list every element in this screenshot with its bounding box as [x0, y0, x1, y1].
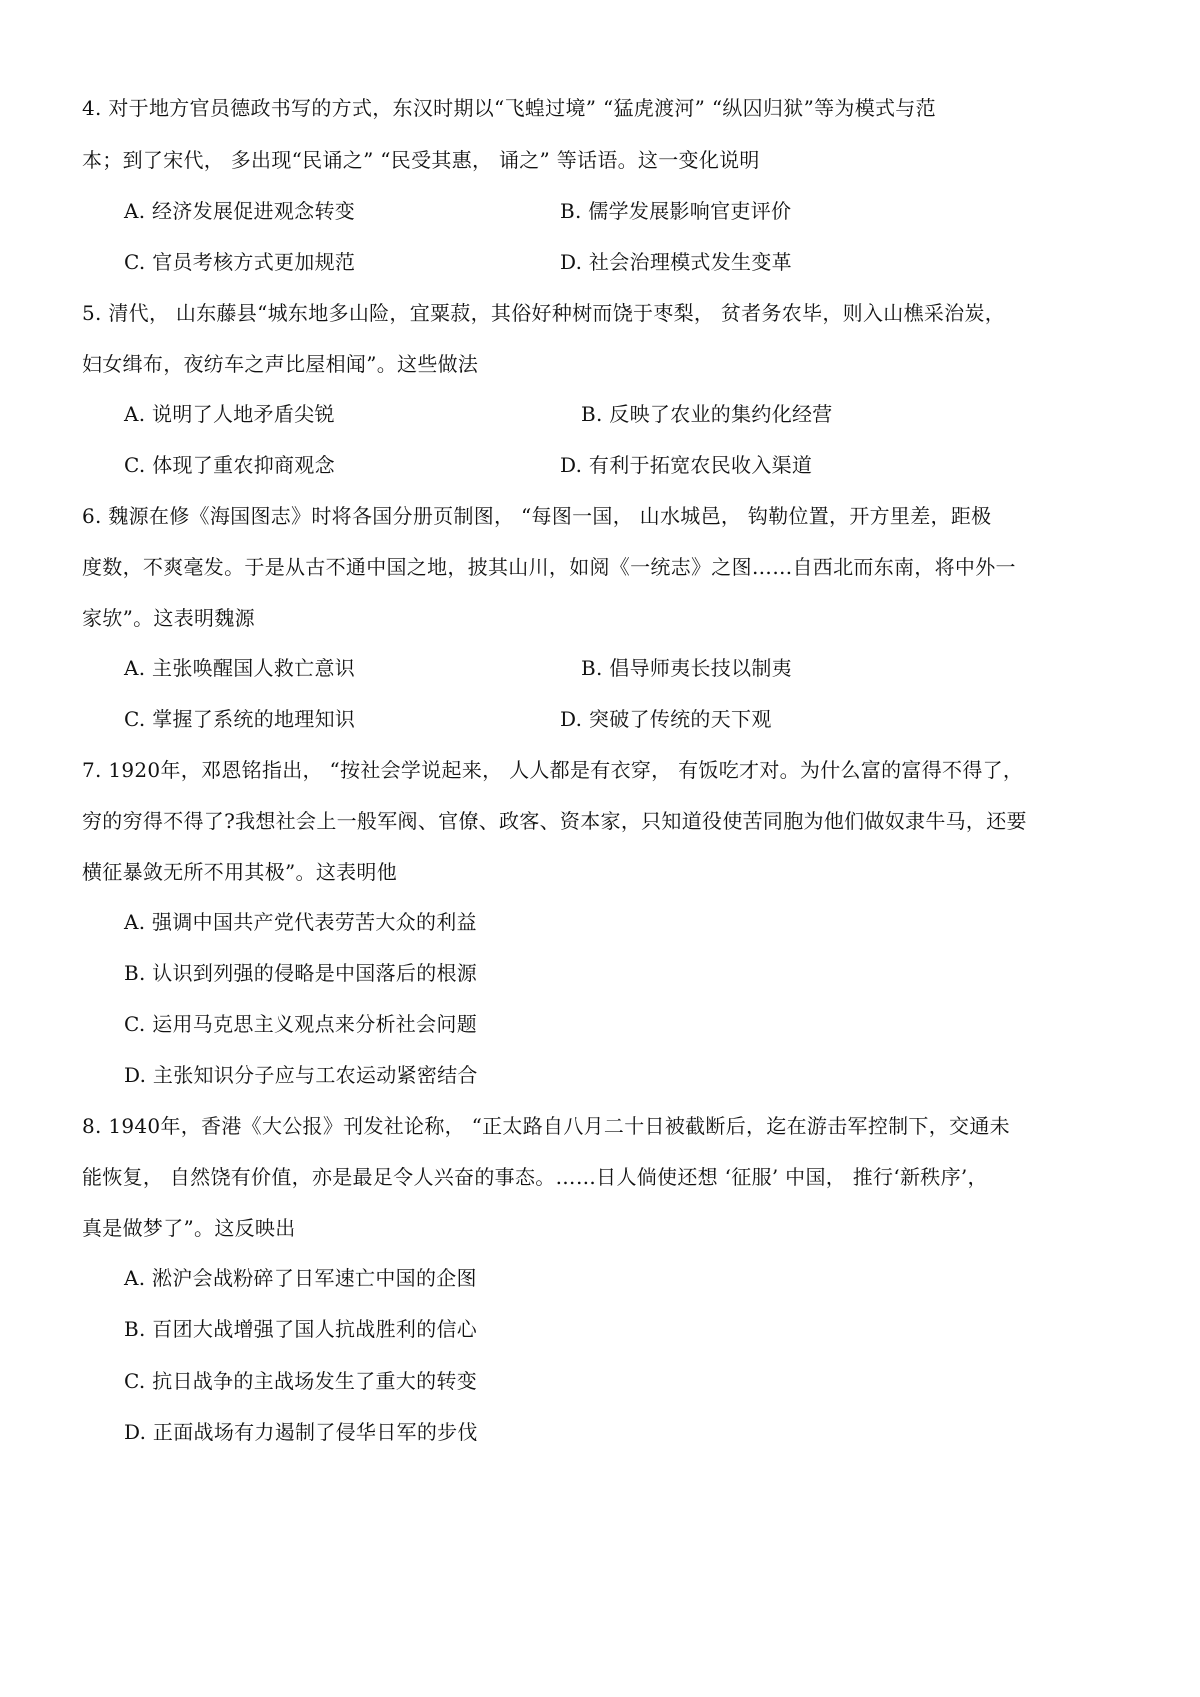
q4-stem-line-1: 4. 对于地方官员德政书写的方式，东汉时期以“飞蝗过境” “猛虎渡河” “纵囚归狱”等为模式与范: [82, 96, 936, 120]
q7-stem-line-2: 穷的穷得不得了?我想社会上一般军阀、官僚、政客、资本家，只知道役使苦同胞为他们做奴隶牛马，还要: [82, 809, 1027, 833]
q6-stem-line-1: 6. 魏源在修《海国图志》时将各国分册页制图， “每图一国， 山水城邑， 钩勒位置，开方里差，距极: [82, 504, 992, 528]
q7-option-c: C. 运用马克思主义观点来分析社会问题: [124, 1012, 478, 1036]
q8-option-b: B. 百团大战增强了国人抗战胜利的信心: [124, 1317, 478, 1341]
q8-stem-line-3: 真是做梦了”。这反映出: [82, 1216, 296, 1240]
q8-option-c: C. 抗日战争的主战场发生了重大的转变: [124, 1369, 478, 1393]
q8-option-d: D. 正面战场有力遏制了侵华日军的步伐: [124, 1420, 478, 1444]
q6-option-a: A. 主张唤醒国人救亡意识: [124, 656, 356, 680]
q8-stem-line-2: 能恢复， 自然饶有价值，亦是最足令人兴奋的事态。……日人倘使还想 ‘征服’ 中国， 推行‘新秩序’，: [82, 1165, 988, 1189]
q6-option-d: D. 突破了传统的天下观: [560, 707, 772, 731]
q7-stem-line-3: 横征暴敛无所不用其极”。这表明他: [82, 860, 398, 884]
q5-stem-line-2: 妇女缉布，夜纺车之声比屋相闻”。这些做法: [82, 352, 479, 376]
q4-stem-line-2: 本；到了宋代， 多出现“民诵之” “民受其惠， 诵之” 等话语。这一变化说明: [82, 148, 760, 172]
q8-option-a: A. 淞沪会战粉碎了日军速亡中国的企图: [124, 1266, 477, 1290]
q7-option-d: D. 主张知识分子应与工农运动紧密结合: [124, 1063, 478, 1087]
q7-option-b: B. 认识到列强的侵略是中国落后的根源: [124, 961, 478, 985]
q5-option-c: C. 体现了重农抑商观念: [124, 453, 335, 477]
q5-option-a: A. 说明了人地矛盾尖锐: [124, 402, 335, 426]
q4-option-c: C. 官员考核方式更加规范: [124, 250, 356, 274]
q5-option-d: D. 有利于拓宽农民收入渠道: [560, 453, 813, 477]
q6-option-c: C. 掌握了系统的地理知识: [124, 707, 356, 731]
q5-stem-line-1: 5. 清代， 山东藤县“城东地多山险，宜粟菽，其俗好种树而饶于枣梨， 贫者务农毕，则入山樵采治炭，: [82, 301, 1006, 325]
q6-option-b: B. 倡导师夷长技以制夷: [581, 656, 793, 680]
q7-stem-line-1: 7. 1920年，邓恩铭指出， “按社会学说起来， 人人都是有衣穿， 有饭吃才对。为什么富的富得不得了，: [82, 758, 1024, 782]
q4-option-d: D. 社会治理模式发生变革: [560, 250, 792, 274]
q5-option-b: B. 反映了农业的集约化经营: [581, 402, 833, 426]
q6-stem-line-3: 家欤”。这表明魏源: [82, 606, 255, 630]
q7-option-a: A. 强调中国共产党代表劳苦大众的利益: [124, 910, 477, 934]
q4-option-b: B. 儒学发展影响官吏评价: [560, 199, 792, 223]
q6-stem-line-2: 度数，不爽毫发。于是从古不通中国之地，披其山川，如阅《一统志》之图……自西北而东南，将中外一: [82, 555, 1016, 579]
q8-stem-line-1: 8. 1940年，香港《大公报》刊发社论称， “正太路自八月二十日被截断后，迄在游击军控制下，交通未: [82, 1114, 1010, 1138]
q4-option-a: A. 经济发展促进观念转变: [124, 199, 356, 223]
